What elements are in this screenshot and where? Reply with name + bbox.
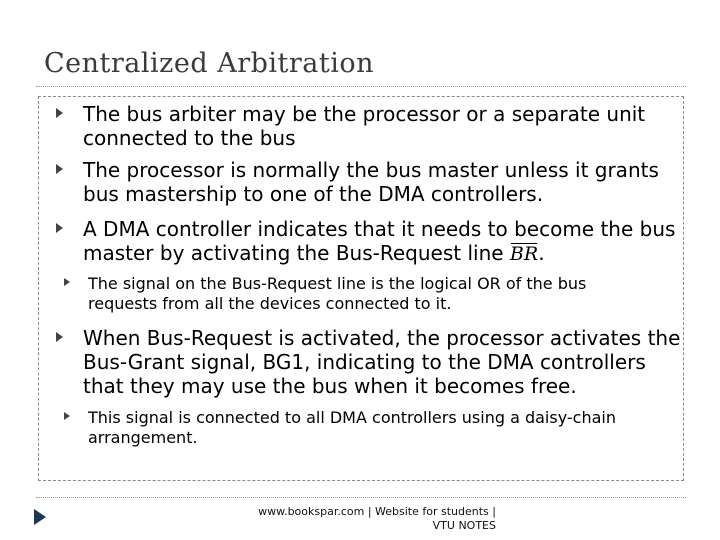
triangle-right-icon: [34, 509, 46, 525]
sub-bullet-2: [64, 408, 664, 448]
bullet-2-text: The processor is normally the bus master unless it grants bus mastership to one of the DMA controllers.: [83, 158, 659, 206]
bullet-4-text: When Bus-Request is activated, the processor activates the Bus-Grant signal, BG1, indicating to the DMA controllers that they may use the bus when it becomes free.: [83, 326, 681, 398]
bullet-3-text: [56, 217, 676, 266]
footer-divider: [36, 497, 686, 498]
bullet-arrow-icon: [56, 164, 63, 174]
slide-title: Centralized Arbitration: [44, 48, 375, 79]
bullet-arrow-icon: [56, 223, 63, 233]
bullet-4: [56, 326, 686, 398]
sub-bullet-1-text: The signal on the Bus-Request line is the logical OR of the bus requests from all the devices connected to it.: [88, 274, 587, 313]
bullet-3-text-main: A DMA controller indicates that it needs to become the bus master by activating the Bus-Request line: [83, 217, 676, 265]
footer-line-2: VTU NOTES: [432, 519, 496, 532]
footer-text: [236, 505, 496, 533]
sub-bullet-arrow-icon: [64, 278, 70, 286]
footer-line-1: www.bookspar.com | Website for students |: [258, 505, 496, 518]
bullet-3: [56, 217, 676, 266]
sub-bullet-arrow-icon: [64, 412, 70, 420]
bullet-1: [56, 102, 656, 150]
bullet-arrow-icon: [56, 108, 63, 118]
bus-request-symbol: BR: [509, 243, 539, 265]
bullet-arrow-icon: [56, 332, 63, 342]
title-divider: [36, 86, 686, 87]
sub-bullet-2-text: This signal is connected to all DMA controllers using a daisy-chain arrangement.: [88, 408, 616, 447]
bullet-1-text: The bus arbiter may be the processor or a separate unit connected to the bus: [83, 102, 646, 150]
bullet-3-text-end: .: [538, 241, 545, 265]
sub-bullet-1: [64, 274, 644, 314]
bullet-2: [56, 158, 692, 206]
